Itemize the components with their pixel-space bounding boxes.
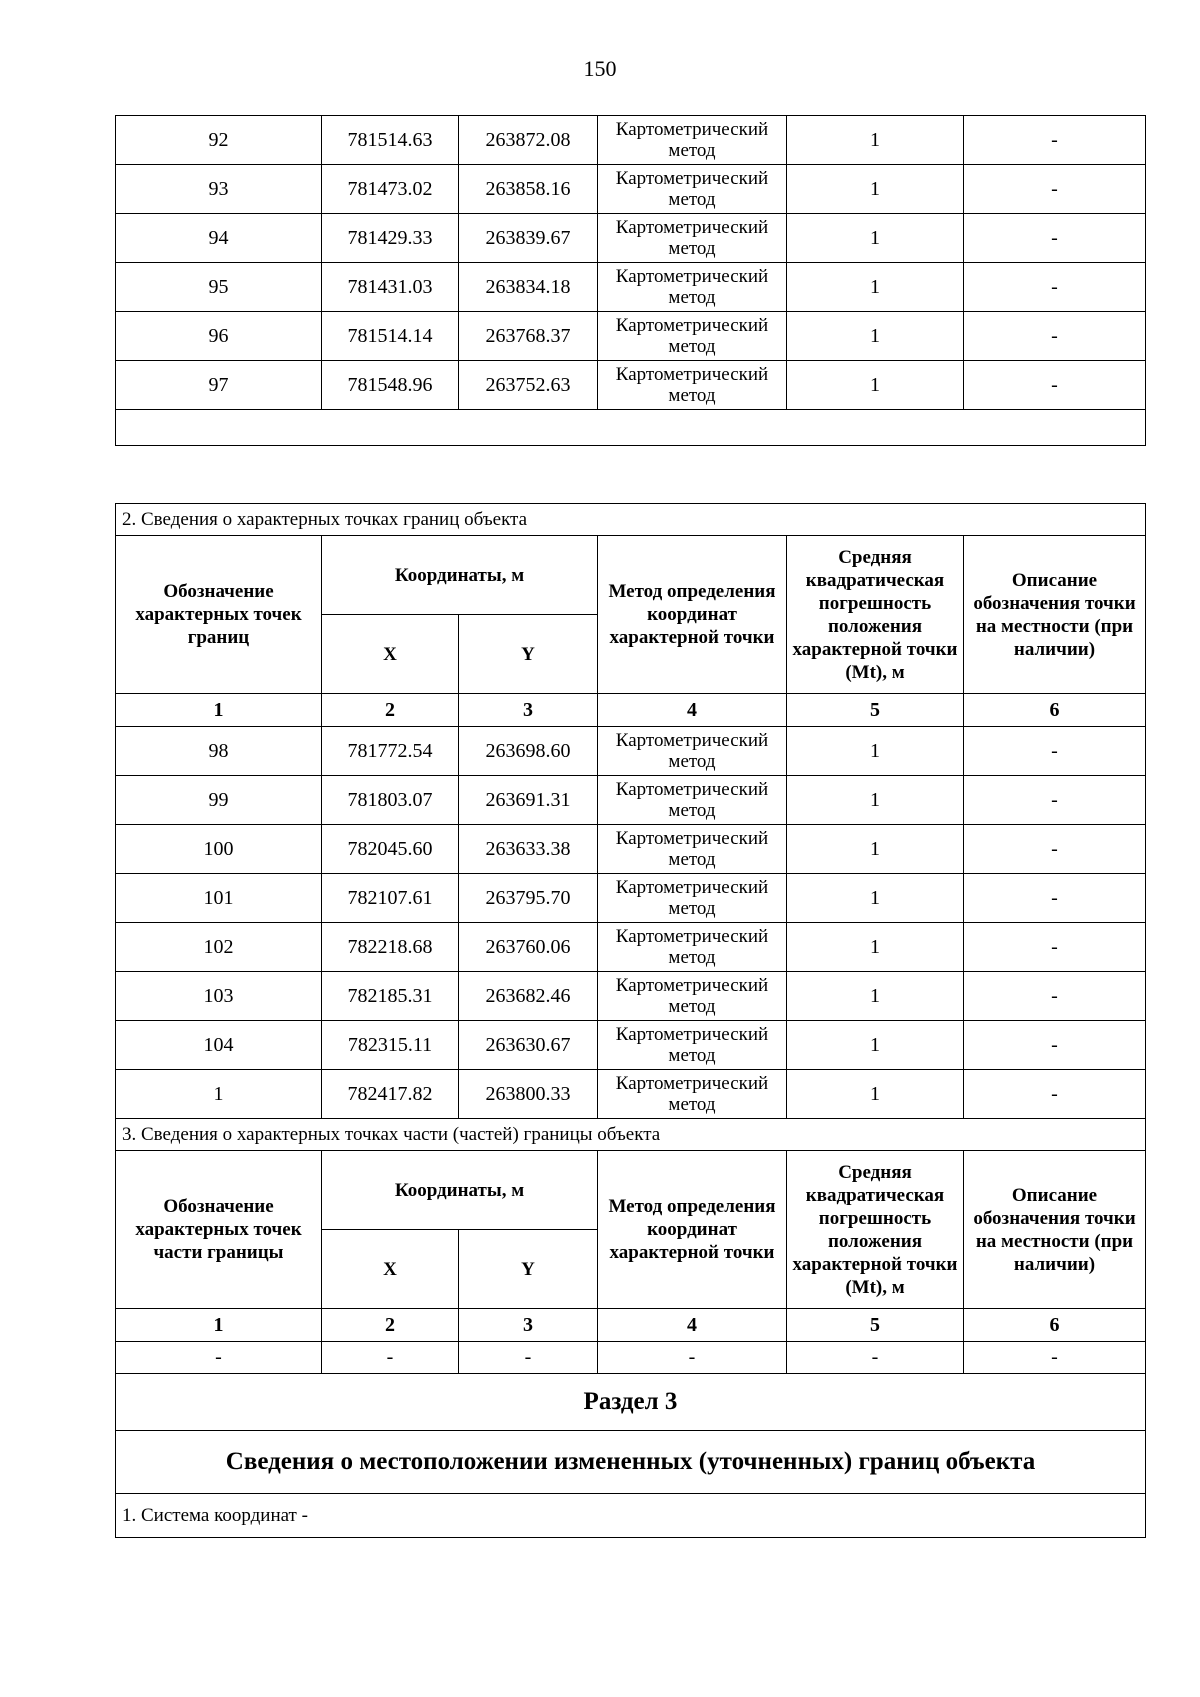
dash-cell: -: [598, 1342, 787, 1374]
y-coordinate-cell: 263633.38: [459, 825, 598, 874]
header-method: Метод определения координат характерной точки: [598, 1151, 787, 1309]
col-number: 2: [322, 1309, 459, 1342]
col-number: 5: [787, 1309, 964, 1342]
point-number-cell: 101: [116, 874, 322, 923]
header-designation: Обозначение характерных точек части границы: [116, 1151, 322, 1309]
method-cell: Картометрический метод: [598, 776, 787, 825]
method-cell: Картометрический метод: [598, 825, 787, 874]
boundary-points-table: [115, 503, 1146, 1538]
col-number: 2: [322, 694, 459, 727]
point-number-cell: 99: [116, 776, 322, 825]
x-coordinate-cell: 782185.31: [322, 972, 459, 1021]
empty-cell: [116, 410, 1146, 446]
point-number-cell: 100: [116, 825, 322, 874]
table-row: [116, 1021, 1146, 1070]
x-coordinate-cell: 782315.11: [322, 1021, 459, 1070]
y-coordinate-cell: 263760.06: [459, 923, 598, 972]
header-x: X: [322, 615, 459, 694]
section-2-title: 2. Сведения о характерных точках границ объекта: [116, 504, 1146, 536]
point-number-cell: 96: [116, 312, 322, 361]
x-coordinate-cell: 782417.82: [322, 1070, 459, 1119]
header-mt: Средняя квадратическая погрешность положения характерной точки (Mt), м: [787, 1151, 964, 1309]
y-coordinate-cell: 263839.67: [459, 214, 598, 263]
mt-cell: 1: [787, 1021, 964, 1070]
description-cell: -: [964, 825, 1146, 874]
method-cell: Картометрический метод: [598, 361, 787, 410]
x-coordinate-cell: 781803.07: [322, 776, 459, 825]
point-number-cell: 104: [116, 1021, 322, 1070]
method-cell: Картометрический метод: [598, 116, 787, 165]
description-cell: -: [964, 972, 1146, 1021]
y-coordinate-cell: 263752.63: [459, 361, 598, 410]
point-number-cell: 93: [116, 165, 322, 214]
mt-cell: 1: [787, 923, 964, 972]
section-3-subheading: Сведения о местоположении измененных (уточненных) границ объекта: [116, 1431, 1146, 1494]
header-description: Описание обозначения точки на местности (при наличии): [964, 536, 1146, 694]
method-cell: Картометрический метод: [598, 874, 787, 923]
header-y: Y: [459, 615, 598, 694]
x-coordinate-cell: 781473.02: [322, 165, 459, 214]
mt-cell: 1: [787, 361, 964, 410]
page-number: 150: [583, 56, 617, 81]
x-coordinate-cell: 782218.68: [322, 923, 459, 972]
mt-cell: 1: [787, 263, 964, 312]
dash-cell: -: [322, 1342, 459, 1374]
table-row: [116, 263, 1146, 312]
table-row: [116, 972, 1146, 1021]
mt-cell: 1: [787, 214, 964, 263]
empty-data-row: [116, 1342, 1146, 1374]
y-coordinate-cell: 263691.31: [459, 776, 598, 825]
mt-cell: 1: [787, 776, 964, 825]
point-number-cell: 102: [116, 923, 322, 972]
col-number: 3: [459, 1309, 598, 1342]
section-3-title: 3. Сведения о характерных точках части (частей) границы объекта: [116, 1119, 1146, 1151]
table-row: [116, 312, 1146, 361]
table-row: [116, 165, 1146, 214]
table-row: [116, 825, 1146, 874]
table-row: [116, 1070, 1146, 1119]
point-number-cell: 95: [116, 263, 322, 312]
description-cell: -: [964, 776, 1146, 825]
mt-cell: 1: [787, 312, 964, 361]
mt-cell: 1: [787, 727, 964, 776]
x-coordinate-cell: 782045.60: [322, 825, 459, 874]
description-cell: -: [964, 361, 1146, 410]
table-row: [116, 776, 1146, 825]
mt-cell: 1: [787, 165, 964, 214]
coordinate-system: 1. Система координат -: [116, 1494, 1146, 1538]
point-number-cell: 97: [116, 361, 322, 410]
x-coordinate-cell: 781514.14: [322, 312, 459, 361]
description-cell: -: [964, 1070, 1146, 1119]
y-coordinate-cell: 263800.33: [459, 1070, 598, 1119]
header-mt: Средняя квадратическая погрешность положения характерной точки (Mt), м: [787, 536, 964, 694]
y-coordinate-cell: 263698.60: [459, 727, 598, 776]
table-row: [116, 874, 1146, 923]
method-cell: Картометрический метод: [598, 1070, 787, 1119]
col-number: 4: [598, 694, 787, 727]
point-number-cell: 1: [116, 1070, 322, 1119]
mt-cell: 1: [787, 874, 964, 923]
header-y: Y: [459, 1230, 598, 1309]
description-cell: -: [964, 923, 1146, 972]
point-number-cell: 94: [116, 214, 322, 263]
method-cell: Картометрический метод: [598, 1021, 787, 1070]
col-number: 6: [964, 694, 1146, 727]
point-number-cell: 98: [116, 727, 322, 776]
table-row: [116, 923, 1146, 972]
y-coordinate-cell: 263858.16: [459, 165, 598, 214]
x-coordinate-cell: 781431.03: [322, 263, 459, 312]
mt-cell: 1: [787, 1070, 964, 1119]
boundary-points-body: [116, 727, 1146, 1119]
mt-cell: 1: [787, 116, 964, 165]
y-coordinate-cell: 263630.67: [459, 1021, 598, 1070]
x-coordinate-cell: 781772.54: [322, 727, 459, 776]
dash-cell: -: [964, 1342, 1146, 1374]
table-row: [116, 361, 1146, 410]
dash-cell: -: [459, 1342, 598, 1374]
point-number-cell: 92: [116, 116, 322, 165]
y-coordinate-cell: 263768.37: [459, 312, 598, 361]
point-number-cell: 103: [116, 972, 322, 1021]
method-cell: Картометрический метод: [598, 312, 787, 361]
dash-cell: -: [787, 1342, 964, 1374]
y-coordinate-cell: 263834.18: [459, 263, 598, 312]
x-coordinate-cell: 781429.33: [322, 214, 459, 263]
empty-row: [116, 410, 1146, 446]
points-table-continued: [115, 115, 1146, 446]
col-number: 4: [598, 1309, 787, 1342]
header-x: X: [322, 1230, 459, 1309]
description-cell: -: [964, 874, 1146, 923]
column-numbers-row: [116, 1309, 1146, 1342]
method-cell: Картометрический метод: [598, 263, 787, 312]
y-coordinate-cell: 263872.08: [459, 116, 598, 165]
points-table-continued-body: [116, 116, 1146, 410]
method-cell: Картометрический метод: [598, 972, 787, 1021]
table-row: [116, 214, 1146, 263]
description-cell: -: [964, 727, 1146, 776]
description-cell: -: [964, 165, 1146, 214]
section-3-heading: Раздел 3: [116, 1374, 1146, 1431]
x-coordinate-cell: 781514.63: [322, 116, 459, 165]
method-cell: Картометрический метод: [598, 165, 787, 214]
header-coordinates: Координаты, м: [322, 536, 598, 615]
col-number: 5: [787, 694, 964, 727]
column-numbers-row: [116, 694, 1146, 727]
description-cell: -: [964, 312, 1146, 361]
x-coordinate-cell: 781548.96: [322, 361, 459, 410]
mt-cell: 1: [787, 825, 964, 874]
description-cell: -: [964, 214, 1146, 263]
col-number: 1: [116, 1309, 322, 1342]
header-method: Метод определения координат характерной точки: [598, 536, 787, 694]
y-coordinate-cell: 263682.46: [459, 972, 598, 1021]
header-coordinates: Координаты, м: [322, 1151, 598, 1230]
header-description: Описание обозначения точки на местности (при наличии): [964, 1151, 1146, 1309]
col-number: 1: [116, 694, 322, 727]
x-coordinate-cell: 782107.61: [322, 874, 459, 923]
col-number: 6: [964, 1309, 1146, 1342]
table-row: [116, 727, 1146, 776]
col-number: 3: [459, 694, 598, 727]
description-cell: -: [964, 1021, 1146, 1070]
method-cell: Картометрический метод: [598, 727, 787, 776]
description-cell: -: [964, 263, 1146, 312]
description-cell: -: [964, 116, 1146, 165]
method-cell: Картометрический метод: [598, 214, 787, 263]
header-designation: Обозначение характерных точек границ: [116, 536, 322, 694]
y-coordinate-cell: 263795.70: [459, 874, 598, 923]
method-cell: Картометрический метод: [598, 923, 787, 972]
dash-cell: -: [116, 1342, 322, 1374]
table-row: [116, 116, 1146, 165]
mt-cell: 1: [787, 972, 964, 1021]
